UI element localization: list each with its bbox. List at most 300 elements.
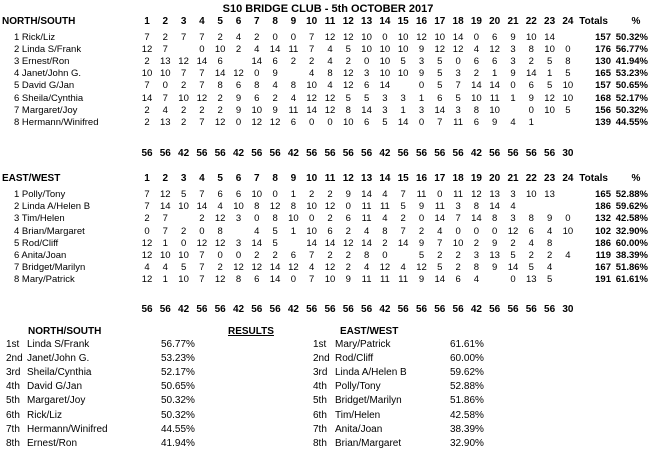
score-cell: 12 [507, 225, 519, 237]
ew-place: 8th [313, 437, 327, 449]
pair-total: 119 [595, 250, 611, 261]
score-cell: 5 [180, 262, 187, 274]
score-cell: 6 [437, 92, 443, 104]
score-cell: 4 [327, 43, 333, 55]
score-cell: 0 [418, 80, 425, 92]
ew-pair: Rod/Cliff [335, 353, 374, 365]
score-cell: 4 [363, 262, 370, 274]
ns-pair: Sheila/Cynthia [27, 367, 92, 379]
score-cell: 0 [272, 189, 278, 200]
score-cell: 14 [397, 237, 409, 249]
score-cell: 4 [565, 250, 571, 261]
score-cell: 12 [251, 116, 263, 128]
score-cell: 14 [544, 31, 555, 43]
score-cell: 3 [510, 43, 516, 55]
score-cell: 14 [141, 92, 153, 104]
score-cell: 7 [455, 213, 461, 225]
score-cell: 12 [196, 237, 208, 249]
score-cell: 7 [455, 80, 461, 92]
column-total: 56 [397, 148, 409, 159]
score-cell: 6 [254, 92, 260, 104]
score-cell: 2 [144, 116, 150, 128]
pair-percent: 56.77% [615, 43, 648, 55]
column-total: 56 [251, 148, 263, 159]
column-total: 42 [287, 304, 299, 315]
score-cell: 4 [272, 80, 278, 92]
score-cell: 7 [199, 116, 205, 128]
section-heading: EAST/WEST [2, 173, 61, 184]
score-cell: 6 [217, 55, 223, 67]
column-total: 56 [415, 148, 428, 159]
pair-percent: 32.90% [615, 225, 648, 237]
score-cell: 10 [526, 189, 537, 200]
board-number: 2 [162, 16, 169, 27]
ew-place: 7th [313, 423, 327, 435]
column-total: 56 [214, 148, 226, 159]
ew-pair: Bridget/Marilyn [335, 395, 402, 407]
pair-percent: 38.39% [615, 250, 648, 261]
score-cell: 0 [382, 250, 388, 261]
column-total: 42 [178, 304, 190, 315]
score-cell: 3 [455, 104, 461, 116]
score-cell: 5 [510, 250, 516, 261]
score-cell: 2 [473, 237, 480, 249]
score-cell: 7 [400, 189, 406, 200]
totals-header: Totals [579, 173, 608, 184]
score-cell: 2 [180, 116, 187, 128]
score-cell: 2 [345, 55, 351, 67]
score-cell: 12 [141, 43, 153, 55]
score-cell: 8 [217, 225, 223, 237]
score-cell: 0 [492, 225, 498, 237]
pair-label: 4 Janet/John G. [14, 68, 82, 80]
score-cell: 8 [327, 68, 333, 80]
score-cell: 10 [160, 68, 171, 80]
score-cell: 8 [492, 213, 498, 225]
pair-percent: 51.86% [615, 262, 648, 274]
pair-percent: 52.17% [615, 92, 648, 104]
column-total: 56 [251, 304, 263, 315]
score-cell: 12 [160, 189, 171, 200]
score-cell: 2 [382, 237, 388, 249]
ew-place: 4th [313, 381, 327, 393]
score-cell: 0 [437, 189, 443, 200]
column-total: 56 [489, 148, 501, 159]
score-cell: 12 [416, 262, 427, 274]
score-cell: 5 [546, 80, 553, 92]
column-total: 42 [178, 148, 190, 159]
score-cell: 4 [363, 225, 370, 237]
score-cell: 0 [510, 80, 516, 92]
score-cell: 6 [235, 189, 242, 200]
score-cell: 10 [214, 43, 226, 55]
board-number: 18 [452, 16, 464, 27]
board-number: 8 [272, 173, 278, 184]
score-cell: 2 [327, 189, 333, 200]
percent-header: % [631, 173, 641, 184]
score-cell: 5 [363, 92, 370, 104]
score-cell: 6 [327, 225, 333, 237]
score-cell: 7 [309, 31, 315, 43]
score-cell: 11 [489, 92, 500, 104]
score-cell: 12 [306, 92, 317, 104]
score-cell: 14 [251, 237, 263, 249]
board-number: 22 [525, 16, 537, 27]
column-total: 42 [379, 148, 391, 159]
board-number: 9 [290, 16, 297, 27]
score-cell: 13 [544, 189, 555, 200]
score-cell: 3 [235, 213, 242, 225]
score-cell: 4 [309, 68, 315, 80]
ns-percent: 50.32% [161, 395, 195, 407]
pair-label: 2 Linda S/Frank [14, 43, 82, 55]
column-total: 56 [452, 148, 464, 159]
score-cell: 14 [269, 43, 281, 55]
ew-percent: 60.00% [450, 353, 484, 365]
pair-total: 165 [595, 68, 611, 80]
pair-label: 5 David G/Jan [14, 80, 75, 92]
score-cell: 2 [345, 225, 351, 237]
score-cell: 3 [418, 55, 425, 67]
score-cell: 11 [398, 274, 409, 286]
score-cell: 10 [160, 250, 171, 261]
score-cell: 14 [306, 104, 317, 116]
ew-pair: Mary/Patrick [335, 339, 391, 350]
ns-place: 1st [6, 339, 20, 350]
score-cell: 8 [254, 201, 260, 213]
ew-place: 6th [313, 409, 327, 421]
ns-percent: 56.77% [161, 339, 195, 350]
column-total: 56 [196, 304, 208, 315]
board-number: 15 [397, 16, 409, 27]
pair-percent: 44.55% [615, 116, 648, 128]
ns-results-heading: NORTH/SOUTH [28, 326, 102, 337]
score-cell: 9 [272, 68, 278, 80]
score-cell: 9 [546, 213, 553, 225]
column-total: 56 [306, 148, 318, 159]
board-number: 13 [361, 16, 373, 27]
pair-total: 156 [595, 104, 611, 116]
score-cell: 6 [528, 80, 534, 92]
score-cell: 7 [437, 116, 443, 128]
score-cell: 11 [416, 189, 427, 200]
board-number: 11 [324, 173, 336, 184]
pair-total: 186 [595, 237, 611, 249]
board-number: 18 [452, 173, 464, 184]
score-cell: 7 [437, 237, 443, 249]
score-cell: 2 [217, 262, 223, 274]
score-cell: 0 [254, 68, 260, 80]
board-number: 19 [470, 173, 482, 184]
ns-pair: Ernest/Ron [27, 437, 78, 449]
pair-total: 167 [595, 262, 611, 274]
ew-percent: 42.58% [450, 409, 484, 421]
score-cell: 2 [510, 237, 516, 249]
pair-label: 3 Tim/Helen [14, 213, 65, 225]
score-cell: 8 [290, 80, 297, 92]
score-cell: 2 [144, 104, 150, 116]
score-cell: 12 [324, 104, 336, 116]
pair-percent: 60.00% [615, 237, 648, 249]
pair-total: 130 [595, 55, 611, 67]
board-number: 15 [397, 173, 409, 184]
column-total: 56 [159, 304, 171, 315]
score-cell: 11 [361, 201, 372, 213]
score-cell: 5 [382, 116, 388, 128]
score-cell: 9 [510, 31, 516, 43]
score-cell: 0 [162, 80, 168, 92]
ew-percent: 52.88% [450, 381, 484, 393]
score-cell: 7 [309, 250, 315, 261]
score-cell: 5 [528, 262, 534, 274]
pair-label: 5 Rod/Cliff [14, 237, 59, 249]
score-cell: 2 [144, 213, 150, 225]
score-cell: 14 [471, 213, 482, 225]
score-cell: 0 [309, 213, 315, 225]
board-number: 10 [306, 173, 318, 184]
score-cell: 14 [507, 262, 519, 274]
ns-place: 3rd [6, 367, 21, 379]
score-cell: 6 [254, 274, 260, 286]
score-cell: 2 [309, 55, 315, 67]
column-total: 42 [470, 304, 482, 315]
score-cell: 7 [309, 274, 315, 286]
score-cell: 10 [544, 43, 555, 55]
column-total: 56 [434, 304, 446, 315]
score-cell: 12 [343, 31, 354, 43]
ns-percent: 50.32% [161, 409, 195, 421]
score-cell: 6 [473, 55, 480, 67]
score-cell: 5 [437, 80, 443, 92]
score-cell: 3 [382, 92, 388, 104]
ew-pair: Polly/Tony [335, 381, 381, 393]
score-cell: 10 [178, 92, 189, 104]
score-cell: 4 [382, 189, 388, 200]
board-number: 16 [415, 16, 428, 27]
column-total: 56 [324, 304, 336, 315]
score-cell: 12 [251, 262, 263, 274]
board-number: 22 [525, 173, 537, 184]
score-cell: 10 [397, 68, 409, 80]
score-cell: 11 [379, 274, 390, 286]
score-cell: 6 [473, 116, 480, 128]
score-cell: 4 [162, 104, 168, 116]
board-number: 23 [544, 16, 556, 27]
ns-pair: Hermann/Winifred [27, 423, 108, 435]
score-cell: 2 [180, 80, 187, 92]
score-cell: 14 [434, 104, 446, 116]
score-cell: 7 [144, 31, 150, 43]
score-cell: 0 [565, 43, 571, 55]
column-total: 56 [141, 148, 153, 159]
score-cell: 2 [199, 213, 205, 225]
score-cell: 8 [528, 213, 534, 225]
score-cell: 14 [196, 201, 208, 213]
score-cell: 11 [288, 104, 299, 116]
score-cell: 1 [492, 68, 498, 80]
score-cell: 1 [528, 116, 534, 128]
score-cell: 10 [526, 31, 537, 43]
score-cell: 14 [379, 80, 391, 92]
score-cell: 7 [199, 262, 205, 274]
score-cell: 2 [309, 189, 315, 200]
score-cell: 7 [400, 225, 406, 237]
score-cell: 7 [144, 201, 150, 213]
pair-label: 8 Hermann/Winifred [14, 116, 99, 128]
score-cell: 4 [546, 262, 553, 274]
score-cell: 8 [363, 250, 370, 261]
score-cell: 8 [345, 104, 351, 116]
score-cell: 0 [217, 250, 223, 261]
board-number: 7 [254, 173, 260, 184]
score-cell: 7 [162, 92, 168, 104]
column-total: 42 [470, 148, 482, 159]
score-cell: 8 [528, 43, 534, 55]
score-cell: 11 [288, 43, 299, 55]
score-cell: 10 [562, 225, 574, 237]
column-total: 56 [361, 304, 373, 315]
score-cell: 7 [199, 274, 205, 286]
ew-results-heading: EAST/WEST [340, 326, 399, 337]
score-cell: 2 [180, 225, 187, 237]
score-cell: 3 [400, 92, 406, 104]
score-cell: 14 [471, 80, 482, 92]
score-cell: 7 [144, 80, 150, 92]
score-cell: 8 [290, 201, 297, 213]
score-cell: 12 [452, 43, 464, 55]
score-cell: 12 [141, 237, 153, 249]
score-cell: 10 [324, 274, 336, 286]
score-cell: 6 [492, 31, 498, 43]
score-cell: 4 [309, 262, 315, 274]
score-cell: 11 [434, 201, 445, 213]
score-cell: 5 [272, 225, 278, 237]
column-total: 56 [489, 304, 501, 315]
ew-pair: Anita/Joan [335, 423, 383, 435]
score-cell: 3 [510, 213, 516, 225]
ns-place: 4th [6, 381, 20, 393]
score-cell: 11 [453, 189, 464, 200]
score-cell: 10 [178, 274, 189, 286]
column-total: 42 [232, 148, 245, 159]
score-cell: 10 [397, 43, 409, 55]
board-number: 4 [199, 16, 205, 27]
score-cell: 12 [324, 201, 336, 213]
score-cell: 12 [324, 31, 336, 43]
score-cell: 12 [324, 92, 336, 104]
board-number: 11 [324, 16, 336, 27]
score-cell: 0 [290, 31, 297, 43]
score-cell: 0 [528, 104, 534, 116]
score-cell: 2 [290, 55, 297, 67]
board-number: 5 [217, 173, 223, 184]
score-cell: 8 [473, 201, 480, 213]
score-cell: 9 [492, 116, 498, 128]
score-cell: 2 [455, 250, 461, 261]
score-cell: 9 [345, 189, 351, 200]
board-number: 4 [199, 173, 205, 184]
score-cell: 12 [471, 189, 482, 200]
score-cell: 9 [418, 274, 425, 286]
ew-place: 3rd [313, 367, 328, 379]
ew-place: 1st [313, 339, 327, 350]
score-cell: 6 [492, 55, 498, 67]
pair-label: 3 Ernest/Ron [14, 55, 70, 67]
score-cell: 8 [217, 80, 223, 92]
score-cell: 4 [382, 213, 388, 225]
score-cell: 14 [214, 68, 226, 80]
score-cell: 12 [214, 237, 226, 249]
column-total: 56 [269, 304, 281, 315]
score-cell: 0 [455, 225, 461, 237]
score-cell: 2 [254, 31, 260, 43]
column-total: 56 [141, 304, 153, 315]
score-cell: 9 [235, 92, 242, 104]
score-cell: 5 [546, 55, 553, 67]
score-cell: 5 [272, 237, 278, 249]
score-cell: 0 [418, 213, 425, 225]
score-cell: 0 [199, 43, 205, 55]
score-cell: 0 [473, 31, 480, 43]
score-cell: 2 [473, 68, 480, 80]
board-number: 19 [470, 16, 482, 27]
score-cell: 4 [327, 55, 333, 67]
score-cell: 12 [416, 31, 427, 43]
score-cell: 9 [528, 92, 534, 104]
pair-total: 157 [595, 31, 611, 43]
score-cell: 14 [361, 237, 372, 249]
score-cell: 9 [418, 237, 425, 249]
score-cell: 1 [400, 104, 406, 116]
ns-percent: 44.55% [161, 423, 195, 435]
score-cell: 8 [473, 262, 480, 274]
pair-total: 191 [595, 274, 611, 286]
score-cell: 4 [254, 225, 260, 237]
column-total: 56 [159, 148, 171, 159]
score-cell: 9 [418, 201, 425, 213]
score-cell: 2 [528, 55, 534, 67]
pair-percent: 50.32% [615, 31, 648, 43]
pair-percent: 41.94% [615, 55, 648, 67]
score-cell: 4 [144, 262, 150, 274]
ns-place: 6th [6, 409, 20, 421]
score-cell: 7 [199, 250, 205, 261]
pair-total: 102 [595, 225, 611, 237]
score-cell: 2 [400, 213, 406, 225]
score-cell: 14 [269, 262, 281, 274]
score-cell: 10 [251, 189, 263, 200]
score-cell: 0 [235, 250, 242, 261]
score-cell: 7 [199, 68, 205, 80]
column-total: 56 [306, 304, 318, 315]
score-cell: 12 [269, 201, 281, 213]
column-total: 56 [544, 148, 556, 159]
score-cell: 1 [510, 92, 516, 104]
score-cell: 10 [361, 43, 372, 55]
score-cell: 5 [400, 201, 406, 213]
ns-pair: Rick/Liz [27, 409, 63, 421]
score-cell: 2 [217, 104, 223, 116]
ns-percent: 50.65% [161, 381, 195, 393]
score-cell: 12 [141, 274, 153, 286]
ew-place: 2nd [313, 353, 330, 365]
column-total: 30 [562, 148, 574, 159]
results-heading: RESULTS [228, 326, 274, 337]
score-cell: 0 [235, 116, 242, 128]
score-cell: 2 [162, 31, 168, 43]
score-cell: 14 [526, 68, 537, 80]
score-cell: 10 [251, 104, 263, 116]
